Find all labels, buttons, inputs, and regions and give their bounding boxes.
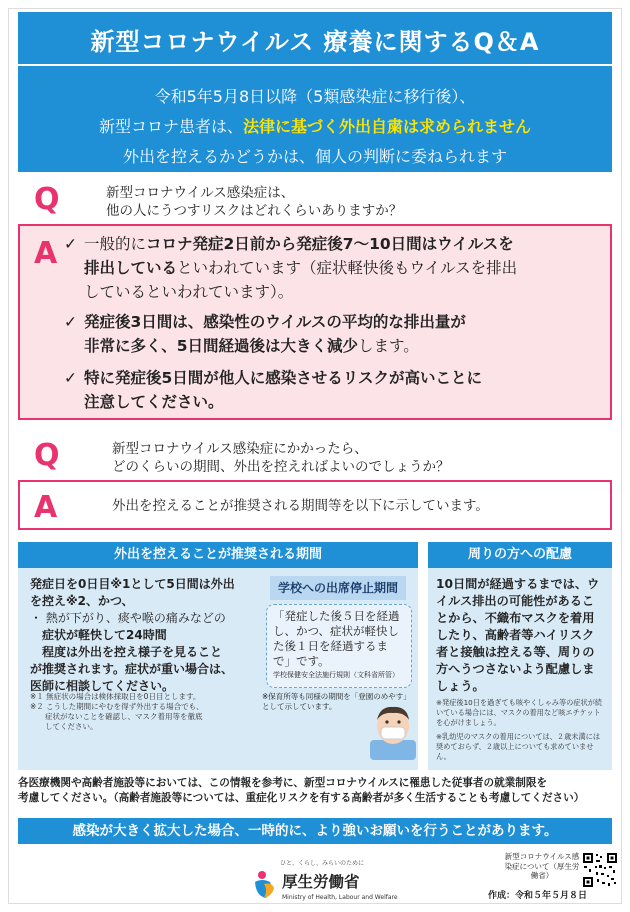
sick-person-illustration bbox=[366, 700, 420, 762]
page-title: 新型コロナウイルス 療養に関するQ＆A bbox=[90, 28, 540, 56]
header-divider bbox=[18, 64, 612, 66]
bottom-banner: 感染が大きく拡大した場合、一時的に、より強いお願いを行うことがあります。 bbox=[18, 818, 612, 844]
b2-line-2-normal: します。 bbox=[357, 337, 419, 355]
outing-line: 医師に相談してください。 bbox=[30, 679, 175, 693]
b2-line-1: 発症後3日間は、感染性のウイルスの平均的な排出量が bbox=[84, 313, 466, 331]
consideration-title: 周りの方への配慮 bbox=[428, 542, 612, 568]
question-2-line-2: どのくらいの期間、外出を控えればよいのでしょうか？ bbox=[112, 459, 450, 475]
header-line-2 bbox=[18, 114, 612, 137]
outing-note: してください。 bbox=[30, 722, 98, 731]
answer-1-bullet-2 bbox=[64, 310, 604, 358]
answer-1-bullet-1 bbox=[64, 232, 604, 304]
question-2-line-1: 新型コロナウイルス感染症にかかったら、 bbox=[112, 441, 368, 457]
outing-note: 症状がないことを確認し、マスク着用等を徹底 bbox=[30, 712, 203, 721]
consideration-text: 10日間が経過するまでは、ウイルス排出の可能性があることから、不織布マスクを着用したり、高齢者等ハイリスク者と接触は控える等、周りの方へうつさないよう配慮しましょう。 bbox=[436, 577, 600, 693]
header-line-2-prefix: 新型コロナ患者は、 bbox=[98, 117, 243, 136]
outing-line: を控え※2、かつ、 bbox=[30, 594, 134, 608]
outing-line: 症状が軽快して24時間 bbox=[30, 628, 167, 642]
outing-line: が推奨されます。症状が重い場合は、 bbox=[30, 662, 234, 676]
consideration-note-1: ※発症後10日を過ぎても咳やくしゃみ等の症状が続いている場合には、マスクの着用など咳エチケットを心がけましょう。 bbox=[436, 698, 603, 727]
checkmark-icon: ✓ bbox=[64, 235, 77, 253]
outing-period-text bbox=[30, 576, 256, 695]
school-attendance-note: ※保育所等も同様の期間を「登園のめやす」として示しています。 bbox=[262, 692, 411, 711]
b1-normal-b: といわれています（症状軽快後もウイルスを排出 bbox=[177, 259, 518, 277]
facility-note bbox=[18, 776, 612, 806]
outing-note: ※１ 無症状の場合は検体採取日を0日目とします。 bbox=[30, 692, 201, 701]
outing-period-panel bbox=[18, 542, 418, 770]
header-line-1: 令和5年5月8日以降（5類感染症に移行後）、 bbox=[154, 87, 476, 106]
logo-english: Ministry of Health, Labour and Welfare bbox=[282, 894, 398, 901]
consideration-panel bbox=[428, 542, 612, 770]
header-banner bbox=[18, 12, 612, 172]
school-attendance-quote: 「発症した後５日を経過し、かつ、症状が軽快した後１日を経過するまで」です。 bbox=[273, 609, 400, 668]
facility-note-line-1: 各医療機関や高齢者施設等においては、この情報を参考に、新型コロナウイルスに罹患した従事者の就業制限を bbox=[18, 777, 548, 789]
creation-date: 作成：令和５年５月８日 bbox=[488, 891, 588, 901]
question-1-line-2: 他の人にうつすリスクはどれくらいありますか？ bbox=[106, 203, 403, 219]
question-1-mark: Q bbox=[34, 182, 60, 217]
mhlw-mark-icon bbox=[252, 868, 278, 900]
answer-2-text: 外出を控えることが推奨される期間等を以下に示しています。 bbox=[112, 498, 489, 514]
checkmark-icon: ✓ bbox=[64, 369, 77, 387]
consideration-notes bbox=[436, 698, 606, 762]
qr-code-icon[interactable] bbox=[582, 852, 618, 888]
b2-line-2-bold: 非常に多く、5日間経過後は大きく減少 bbox=[84, 337, 358, 355]
answer-1-mark: A bbox=[34, 236, 58, 271]
question-2-text bbox=[112, 440, 450, 476]
answer-1-bullet-3 bbox=[64, 366, 604, 414]
b3-line-1: 特に発症後5日間が他人に感染させるリスクが高いことに bbox=[84, 369, 482, 387]
b1-normal-c: しているといわれています）。 bbox=[84, 283, 294, 301]
checkmark-icon: ✓ bbox=[64, 313, 77, 331]
logo-name: 厚生労働省 bbox=[282, 872, 360, 891]
logo-tagline: ひと、くらし、みらいのために bbox=[280, 860, 365, 867]
consideration-note-2: ※乳幼児のマスクの着用については、２歳未満には奨めておらず、２歳以上についても求めていません。 bbox=[436, 732, 601, 761]
outing-period-title: 外出を控えることが推奨される期間 bbox=[18, 542, 418, 568]
question-1-text bbox=[106, 184, 402, 220]
outing-note: ※２ こうした期間にやむを得ず外出する場合でも、 bbox=[30, 702, 204, 711]
outing-line: 程度は外出を控え様子を見ること bbox=[30, 645, 223, 659]
outing-notes bbox=[30, 692, 256, 732]
b1-bold-2: 排出している bbox=[84, 259, 178, 277]
question-1-line-1: 新型コロナウイルス感染症は、 bbox=[106, 185, 295, 201]
school-attendance-source: 学校保健安全法施行規則（文科省所管） bbox=[273, 671, 399, 679]
b3-line-2: 注意してください。 bbox=[84, 393, 224, 411]
answer-2-mark: A bbox=[34, 490, 58, 525]
header-line-3: 外出を控えるかどうかは、個人の判断に委ねられます bbox=[122, 147, 507, 166]
school-attendance-title: 学校への出席停止期間 bbox=[270, 576, 406, 600]
outing-line: ・ 熱が下がり、痰や喉の痛みなどの bbox=[30, 611, 226, 625]
header-line-2-highlight: 法律に基づく外出自粛は求められません bbox=[243, 117, 532, 136]
outing-line: 発症日を0日目※1として5日間は外出 bbox=[30, 577, 235, 591]
b1-bold: コロナ発症2日前から発症後7～10日間はウイルスを bbox=[146, 235, 514, 253]
question-2-mark: Q bbox=[34, 438, 60, 473]
facility-note-line-2: 考慮してください。（高齢者施設等については、重症化リスクを有する高齢者が多く生活することも考慮してください） bbox=[18, 792, 585, 804]
b1-normal-a: 一般的に bbox=[84, 235, 147, 253]
mhlw-logo bbox=[252, 858, 412, 906]
reference-text: 新型コロナウイルス感染症について（厚生労働省） bbox=[504, 852, 580, 880]
school-attendance-box bbox=[266, 604, 412, 688]
